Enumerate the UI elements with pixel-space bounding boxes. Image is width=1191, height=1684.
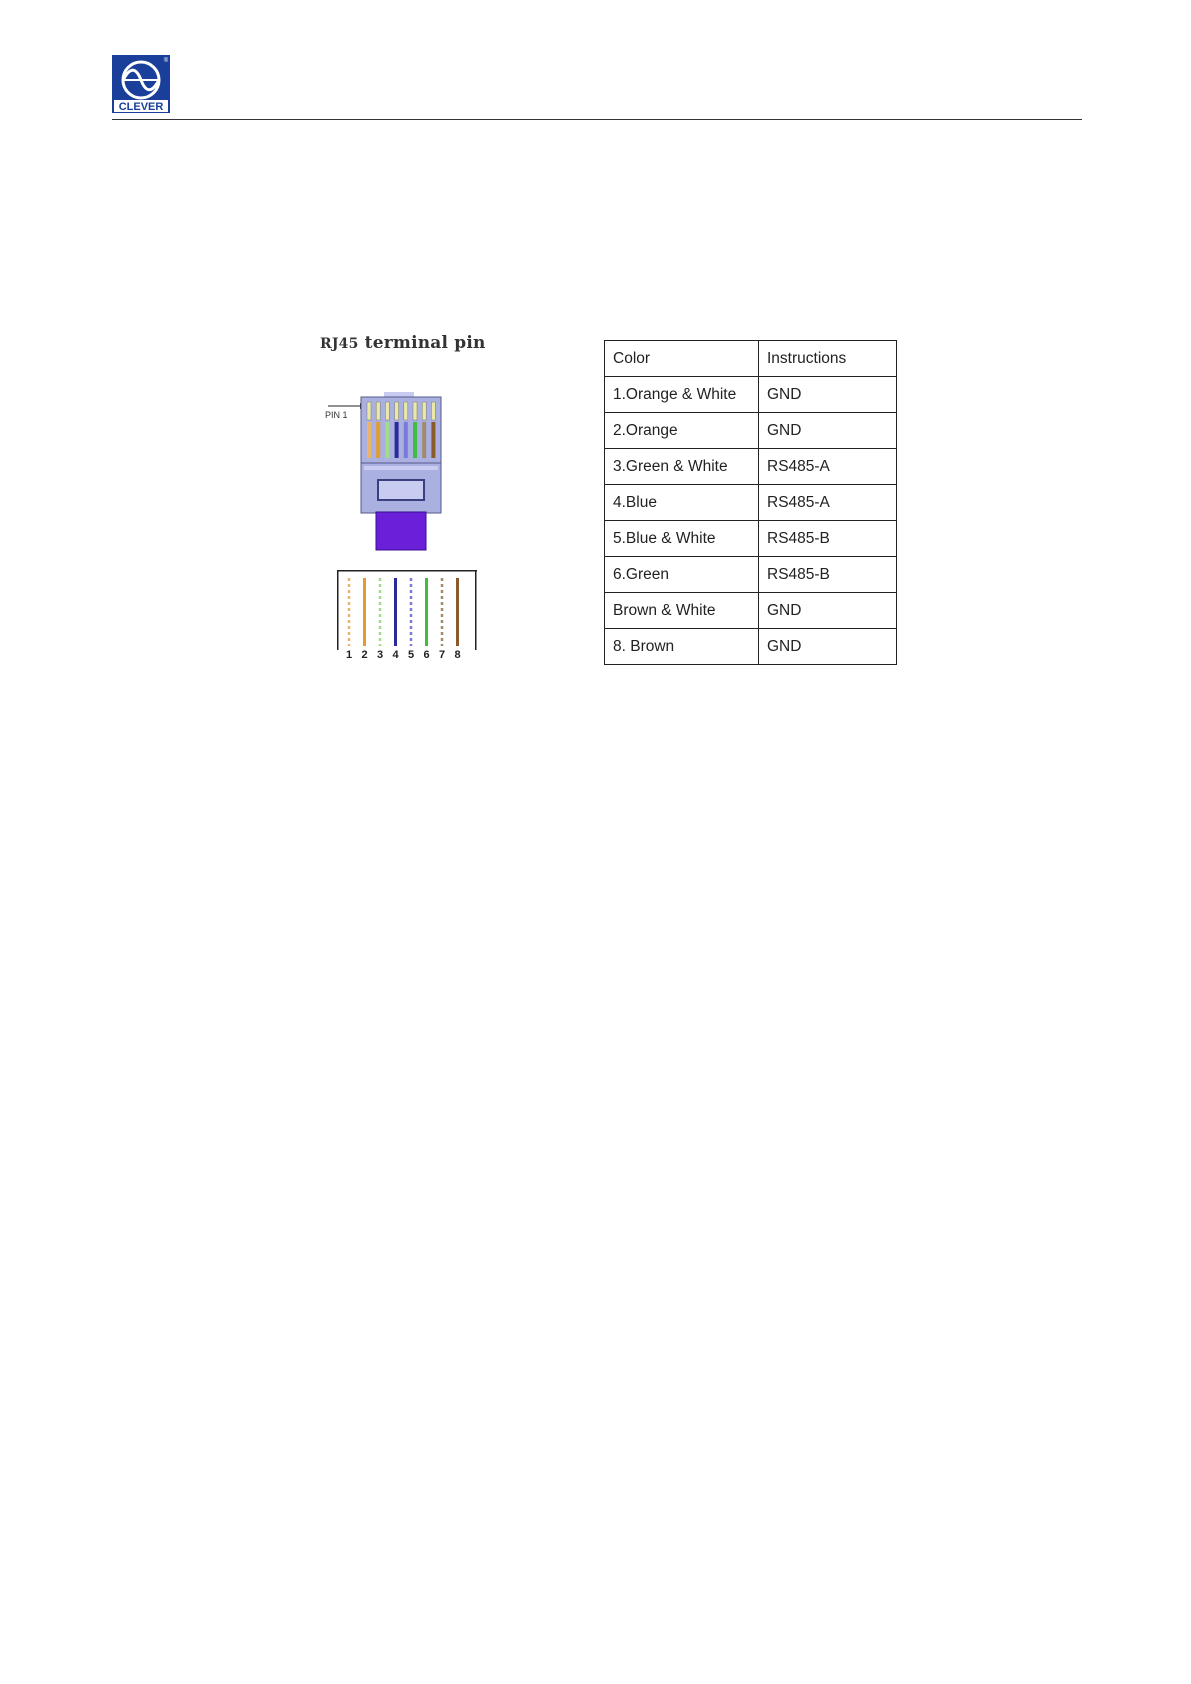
header-instructions: Instructions [759,341,897,377]
connector-contact [431,402,435,420]
connector-contact [413,402,417,420]
header-color: Color [605,341,759,377]
pin-number: 2 [361,649,368,660]
cell-color: 3.Green & White [605,449,759,485]
table-row [605,629,897,665]
diagram-title [320,333,486,353]
table-row [605,485,897,521]
connector-wire [376,422,380,458]
connector-contact [422,402,426,420]
connector-contact [404,402,408,420]
logo-text: CLEVER [118,101,164,113]
cell-color: 2.Orange [605,413,759,449]
pin-number-labels [346,649,461,660]
table-row [605,521,897,557]
pin-assignment-table [604,340,897,665]
connector-wire [413,422,417,458]
diagram-title-rest: terminal pin [364,333,486,353]
cell-color: 8. Brown [605,629,759,665]
connector-ridge [364,466,438,470]
connector-contact [385,402,389,420]
connector-wire [431,422,435,458]
cell-instruction: RS485-B [759,521,897,557]
pin-number: 7 [438,649,446,660]
registered-mark: ® [163,58,169,64]
header-rule [112,119,1082,120]
cell-instruction: GND [759,413,897,449]
cell-color: Brown & White [605,593,759,629]
connector-contacts-area [361,397,441,463]
pin-number: 3 [376,649,384,660]
pin-number: 4 [392,649,399,660]
connector-contact [395,402,399,420]
table-row [605,413,897,449]
table-row [605,377,897,413]
cell-instruction: GND [759,629,897,665]
table-row [605,593,897,629]
table-row [605,449,897,485]
cell-instruction: RS485-B [759,557,897,593]
connector-contact [376,402,380,420]
cable-boot [376,512,426,550]
diagram-title-prefix: RJ45 [320,336,359,352]
pin-number: 5 [407,649,415,660]
connector-latch-window [378,480,424,500]
wire-strip-left [337,570,339,650]
connector-wire [367,422,371,458]
clever-logo [112,55,170,113]
cell-color: 1.Orange & White [605,377,759,413]
connector-wire [422,422,426,458]
rj45-connector-figure [322,388,482,660]
cell-instruction: RS485-A [759,449,897,485]
connector-wire [395,422,399,458]
cell-instruction: RS485-A [759,485,897,521]
cell-color: 6.Green [605,557,759,593]
cell-color: 5.Blue & White [605,521,759,557]
connector-wire [385,422,389,458]
wire-strip-top [337,570,477,572]
cell-instruction: GND [759,593,897,629]
pin-number: 6 [423,649,430,660]
pin-number: 1 [345,649,353,660]
cell-instruction: GND [759,377,897,413]
wire-strip-right [475,570,477,650]
wire-color-lines [349,578,458,646]
cell-color: 4.Blue [605,485,759,521]
table-header-row [605,341,897,377]
connector-contact [367,402,371,420]
pin1-label: PIN 1 [325,410,348,420]
pin-number: 8 [454,649,461,660]
connector-wire [404,422,408,458]
table-row [605,557,897,593]
